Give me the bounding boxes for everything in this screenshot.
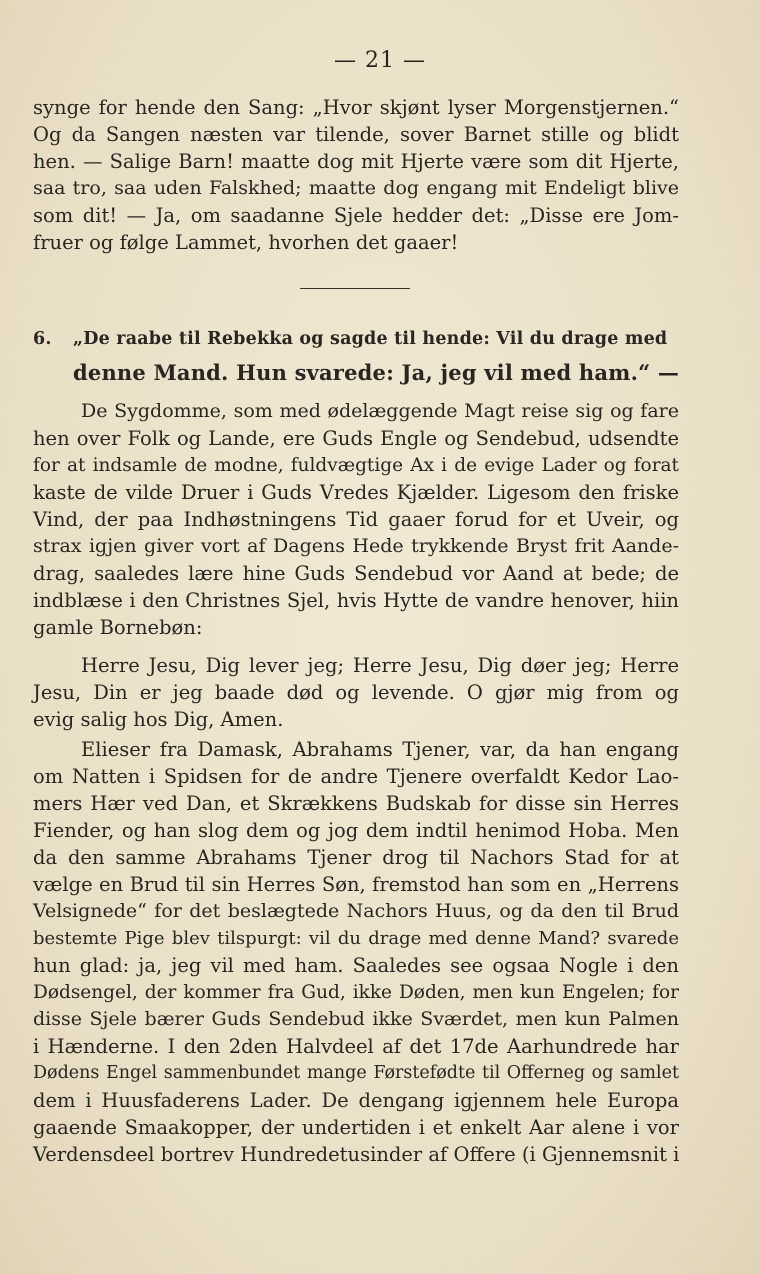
- prayer-paragraph: [33, 652, 679, 733]
- section-number: 6.: [33, 329, 52, 349]
- text-line: da den samme Abrahams Tjener drog til Nachors Stad for at: [33, 846, 679, 869]
- text-line: for at indsamle de modne, fuldvægtige Ax i de evige Lader og forat: [33, 455, 679, 476]
- text-line: Fiender, og han slog dem og jog dem indtil henimod Hoba. Men: [33, 819, 679, 842]
- text-line: synge for hende den Sang: „Hvor skjønt lyser Morgenstjernen.“: [33, 96, 679, 119]
- text-line: dem i Huusfaderens Lader. De dengang igjennem hele Europa: [33, 1089, 679, 1112]
- text-line: gamle Bornebøn:: [33, 616, 203, 639]
- paragraph-3: [33, 736, 679, 1168]
- text-line: hun glad: ja, jeg vil med ham. Saaledes see ogsaa Nogle i den: [33, 954, 679, 977]
- text-line: kaste de vilde Druer i Guds Vredes Kjælder. Ligesom den friske: [33, 481, 679, 504]
- text-line: Verdensdeel bortrev Hundredetusinder af Offere (i Gjennemsnit i: [33, 1143, 680, 1166]
- text-line: mers Hær ved Dan, et Skrækkens Budskab for disse sin Herres: [33, 792, 679, 815]
- text-line: hen over Folk og Lande, ere Guds Engle og Sendebud, udsendte: [33, 427, 679, 450]
- text-line: saa tro, saa uden Falskhed; maatte dog engang mit Endeligt blive: [33, 177, 679, 199]
- text-line: Dødsengel, der kommer fra Gud, ikke Døden, men kun Engelen; for: [33, 982, 679, 1003]
- text-line: som dit! — Ja, om saadanne Sjele hedder det: „Disse ere Jom-: [33, 204, 679, 227]
- text-line: hen. — Salige Barn! maatte dog mit Hjerte være som dit Hjerte,: [33, 150, 679, 173]
- page-number: — 21 —: [334, 48, 426, 73]
- text-line: indblæse i den Christnes Sjel, hvis Hytte de vandre henover, hiin: [33, 589, 679, 612]
- paragraph-2: [33, 398, 679, 641]
- text-line: disse Sjele bærer Guds Sendebud ikke Sværdet, men kun Palmen: [33, 1008, 679, 1030]
- heading-line-2: denne Mand. Hun svarede: Ja, jeg vil med ham.“ —: [73, 360, 680, 385]
- text-line: evig salig hos Dig, Amen.: [33, 708, 284, 731]
- text-line: Og da Sangen næsten var tilende, sover Barnet stille og blidt: [33, 123, 679, 146]
- text-line: i Hænderne. I den 2den Halvdeel af det 17de Aarhundrede har: [33, 1035, 679, 1058]
- text-line: Velsignede“ for det beslægtede Nachors Huus, og da den til Brud: [33, 900, 679, 922]
- text-line: Jesu, Din er jeg baade død og levende. O gjør mig from og: [33, 681, 679, 704]
- text-line: vælge en Brud til sin Herres Søn, fremstod han som en „Herrens: [33, 873, 679, 896]
- text-line: Dødens Engel sammenbundet mange Førstefødte til Offerneg og samlet: [33, 1063, 679, 1083]
- text-line: drag, saaledes lære hine Guds Sendebud vor Aand at bede; de: [33, 562, 679, 585]
- text-line: om Natten i Spidsen for de andre Tjenere overfaldt Kedor Lao-: [33, 765, 679, 788]
- text-line: bestemte Pige blev tilspurgt: vil du drage med denne Mand? svarede: [33, 928, 679, 949]
- text-line: fruer og følge Lammet, hvorhen det gaaer!: [33, 231, 459, 254]
- section-heading: [33, 322, 679, 390]
- text-line: gaaende Smaakopper, der undertiden i et enkelt Aar alene i vor: [33, 1116, 679, 1139]
- section-divider: [300, 288, 410, 289]
- paragraph-1: [33, 94, 679, 256]
- text-line: De Sygdomme, som med ødelæggende Magt reise sig og fare: [81, 400, 679, 422]
- text-line: strax igjen giver vort af Dagens Hede trykkende Bryst frit Aande-: [33, 535, 679, 557]
- heading-line-1: „De raabe til Rebekka og sagde til hende: Vil du drage med: [73, 329, 668, 349]
- text-line: Elieser fra Damask, Abrahams Tjener, var, da han engang: [81, 738, 679, 761]
- text-line: Vind, der paa Indhøstningens Tid gaaer forud for et Uveir, og: [33, 508, 679, 531]
- text-line: Herre Jesu, Dig lever jeg; Herre Jesu, Dig døer jeg; Herre: [81, 654, 679, 677]
